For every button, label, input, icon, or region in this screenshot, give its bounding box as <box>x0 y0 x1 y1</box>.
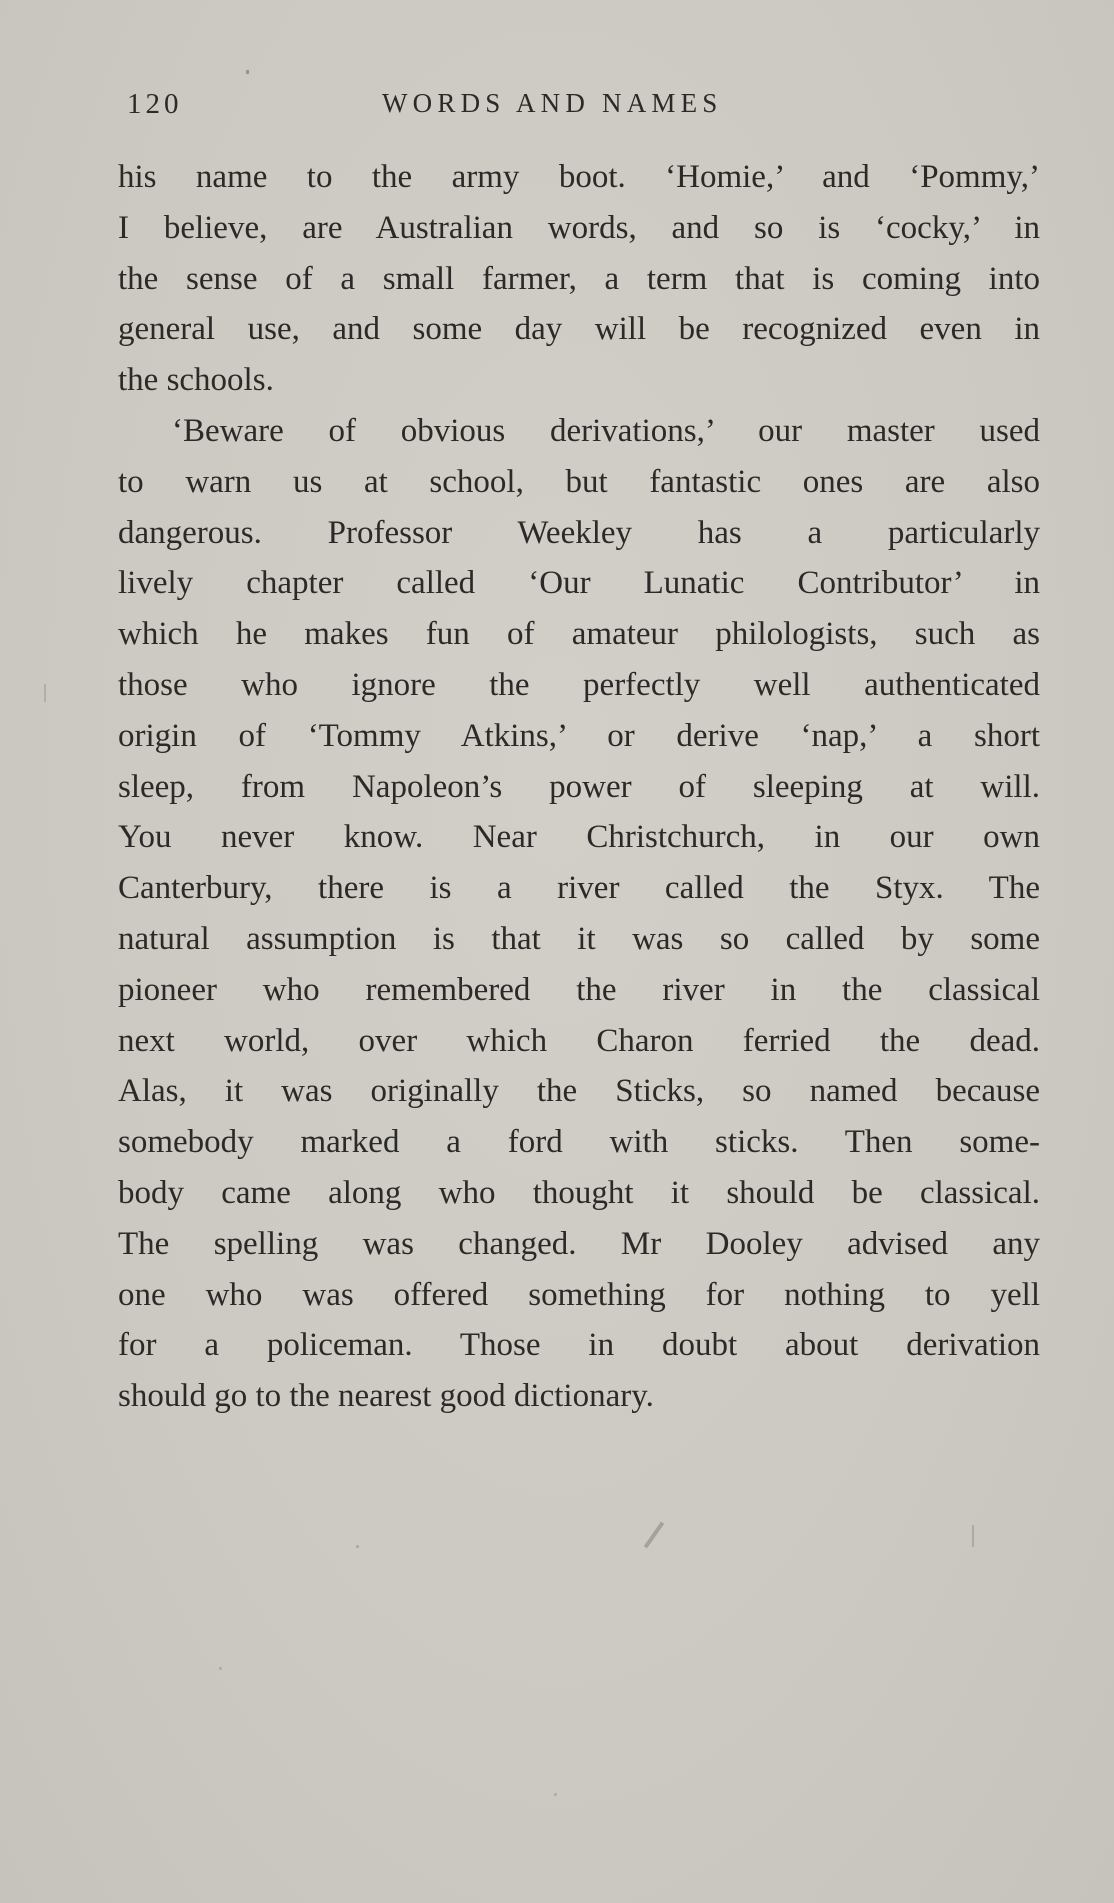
text-line: ‘Beware of obvious derivations,’ our master used <box>172 412 1040 449</box>
print-speck <box>972 1525 974 1547</box>
print-speck <box>554 1793 557 1796</box>
text-line: natural assumption is that it was so called by some <box>118 920 1040 957</box>
print-speck <box>644 1522 664 1549</box>
text-line: Alas, it was originally the Sticks, so named because <box>118 1073 1040 1110</box>
running-head <box>127 88 1007 128</box>
text-line: one who was offered something for nothing to yell <box>118 1276 1040 1313</box>
print-speck <box>246 70 249 74</box>
text-line: the schools. <box>118 362 274 399</box>
print-speck <box>356 1545 359 1548</box>
text-line: should go to the nearest good dictionary. <box>118 1378 654 1415</box>
text-line: those who ignore the perfectly well authenticated <box>118 666 1040 703</box>
text-line: lively chapter called ‘Our Lunatic Contributor’ in <box>118 565 1040 602</box>
text-line: pioneer who remembered the river in the classical <box>118 971 1040 1008</box>
text-line: You never know. Near Christchurch, in our own <box>118 819 1040 856</box>
text-line: I believe, are Australian words, and so is ‘cocky,’ in <box>118 209 1040 246</box>
text-line: to warn us at school, but fantastic ones are also <box>118 463 1040 500</box>
text-line: body came along who thought it should be classical. <box>118 1174 1040 1211</box>
text-line: dangerous. Professor Weekley has a particularly <box>118 514 1040 551</box>
text-line: for a policeman. Those in doubt about derivation <box>118 1327 1040 1364</box>
text-line: Canterbury, there is a river called the Styx. The <box>118 870 1040 907</box>
text-line: The spelling was changed. Mr Dooley advised any <box>118 1225 1040 1262</box>
print-speck <box>219 1667 222 1670</box>
text-line: somebody marked a ford with sticks. Then some- <box>118 1124 1040 1161</box>
text-line: origin of ‘Tommy Atkins,’ or derive ‘nap,’ a short <box>118 717 1040 754</box>
text-line: sleep, from Napoleon’s power of sleeping at will. <box>118 768 1040 805</box>
running-title: WORDS AND NAMES <box>382 88 723 118</box>
text-line: his name to the army boot. ‘Homie,’ and ‘Pommy,’ <box>118 159 1040 195</box>
text-line: next world, over which Charon ferried the dead. <box>118 1022 1040 1059</box>
print-speck <box>44 684 46 702</box>
text-line: the sense of a small farmer, a term that is coming into <box>118 260 1040 297</box>
text-line: which he makes fun of amateur philologists, such as <box>118 616 1040 653</box>
page-number: 120 <box>127 88 183 120</box>
body-text <box>118 152 1040 1422</box>
text-line: general use, and some day will be recognized even in <box>118 311 1040 348</box>
